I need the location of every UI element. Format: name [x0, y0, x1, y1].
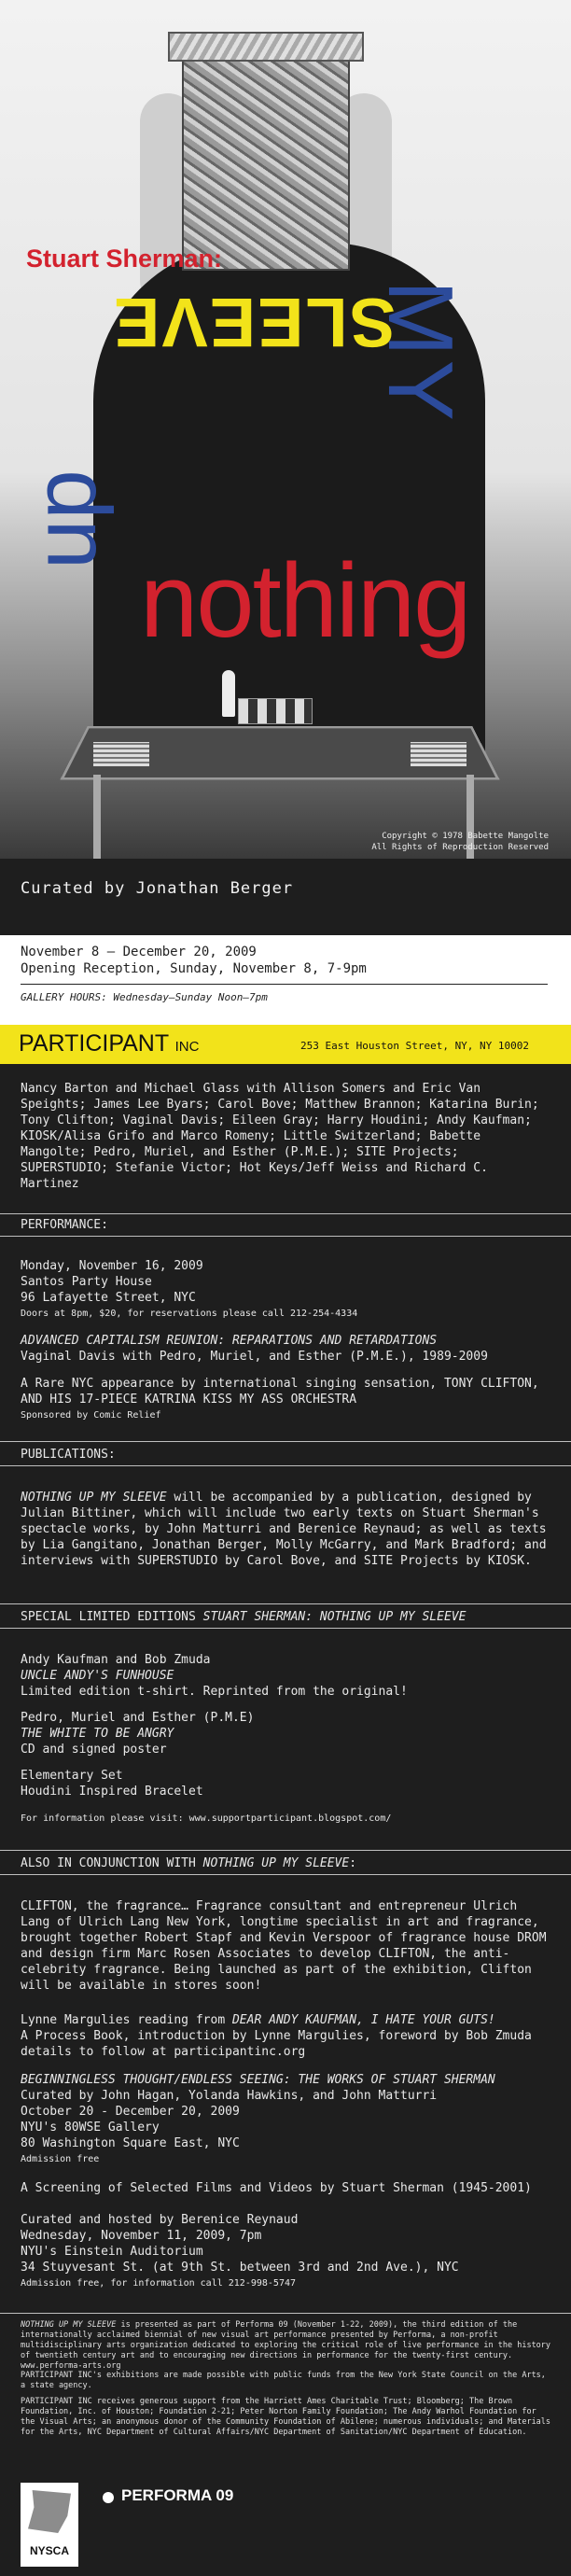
title-word-up: up	[15, 469, 115, 569]
chess-board	[238, 698, 313, 724]
venue-band	[0, 1025, 571, 1064]
publications-body	[21, 1490, 552, 1569]
footer-performa-title: NOTHING UP MY SLEEVE	[21, 2320, 117, 2330]
screening-date: Wednesday, November 11, 2009, 7pm	[21, 2229, 262, 2243]
performance-street: 96 Lafayette Street, NYC	[21, 1291, 196, 1305]
title-word-nothing: nothing	[140, 542, 470, 659]
screening-admission: Admission free, for information call 212-998-5747	[21, 2278, 297, 2289]
performance-place: Santos Party House	[21, 1275, 152, 1289]
table-leg	[93, 775, 101, 859]
chess-piece	[222, 670, 235, 717]
section-rule	[0, 1850, 571, 1851]
copyright-line: All Rights of Reproduction Reserved	[371, 843, 549, 852]
section-rule	[0, 1441, 571, 1442]
performance-date: Monday, November 16, 2009	[21, 1259, 203, 1273]
section-rule	[0, 1874, 571, 1875]
performance-sponsor: Sponsored by Comic Relief	[21, 1410, 161, 1421]
screening-title: A Screening of Selected Films and Videos by Stuart Sherman (1945-2001)	[21, 2181, 532, 2195]
publication-title: NOTHING UP MY SLEEVE	[21, 1491, 167, 1505]
performa-logo: PERFORMA 09	[121, 2486, 234, 2504]
edition-2-title: THE WHITE TO BE ANGRY	[21, 1727, 174, 1741]
title-author: Stuart Sherman:	[26, 245, 223, 273]
footer-performa-text: is presented as part of Performa 09 (November 1-22, 2009), the third edition of the internationally acclaimed biennial of new visual art performance presented by Performa, a non-profit multidisciplinary arts organization dedicated to exploring the critical role of live performance in the history of twentieth century art and to encouraging new directions in performance for the twenty-first century. www.performa-arts.org	[21, 2320, 551, 2371]
notepad	[411, 742, 467, 766]
title-word-sleeve: SLEEVE	[112, 284, 396, 361]
section-rule	[0, 2313, 571, 2314]
dates-band	[0, 935, 571, 1025]
footer-support-note: PARTICIPANT INC receives generous support from the Harriett Ames Charitable Trust; Bloomberg; The Brown Foundation, Inc. of Houston; Foundation 2-21; Peter Norton Family Foundation; The Andy Warhol Foundation for the Visual Arts; an anonymous donor of the Community Foundation of Abilene; numerous individuals; and Materials for the Arts, NYC Department of Cultural Affairs/NYC Department of Sanitation/NYC Department of Education.	[21, 2397, 551, 2437]
photo-copyright	[371, 831, 549, 853]
reading-prefix: Lynne Margulies reading from	[21, 2013, 232, 2027]
curator-line: Curated by Jonathan Berger	[21, 879, 294, 898]
reading-details: A Process Book, introduction by Lynne Margulies, foreword by Bob Zmuda details to follow at participantinc.org	[21, 2029, 539, 2059]
show-curators: Curated by John Hagan, Yolanda Hawkins, and John Matturri	[21, 2089, 438, 2103]
footer-performa-note	[21, 2320, 552, 2372]
show-title: BEGINNINGLESS THOUGHT/ENDLESS SEEING: THE WORKS OF STUART SHERMAN	[21, 2073, 495, 2087]
performance-event-line: Vaginal Davis with Pedro, Muriel, and Esther (P.M.E.), 1989-2009	[21, 1350, 488, 1364]
editions-heading	[21, 1609, 552, 1625]
footer-nysca-note: PARTICIPANT INC's exhibitions are made possible with public funds from the New York State Council on the Arts, a state agency.	[21, 2371, 546, 2390]
publication-text: will be accompanied by a publication, designed by Julian Bittiner, which will include two early texts on Stuart Sherman's spectacle works, by John Matturri and Berenice Reynaud; as well as texts by Lia Gangitano, Jonathan Berger, Molly McGarry, and Mark Bradford; and interviews with SUPERSTUDIO by Carol Bove, and SITE Projects by KIOSK.	[21, 1491, 554, 1568]
performance-event-title: ADVANCED CAPITALISM REUNION: REPARATIONS AND RETARDATIONS	[21, 1334, 438, 1348]
editions-heading-title: STUART SHERMAN: NOTHING UP MY SLEEVE	[202, 1610, 467, 1624]
opening-reception: Opening Reception, Sunday, November 8, 7-9pm	[21, 961, 367, 976]
copyright-line: Copyright © 1978 Babette Mangolte	[382, 832, 549, 841]
notepad	[93, 742, 149, 766]
edition-2-desc: CD and signed poster	[21, 1743, 167, 1757]
show-dates: October 20 - December 20, 2009	[21, 2105, 240, 2119]
performa-dot-icon	[103, 2492, 114, 2503]
section-rule	[0, 1236, 571, 1237]
foil-mask	[182, 37, 350, 271]
screening-host: Curated and hosted by Berenice Reynaud	[21, 2213, 299, 2227]
artist-list: Nancy Barton and Michael Glass with Allison Somers and Eric Van Speights; James Lee Byars; Carol Bove; Matthew Brannon; Katarina Burin; Tony Clifton; Vaginal Davis; Eileen Gray; Harry Houdini; Andy Kaufman; KIOSK/Alisa Grifo and Marco Romeny; Little Switzerland; Babette Mangolte; Pedro, Muriel, and Esther (P.M.E.); SITE Projects; SUPERSTUDIO; Stefanie Victor; Hot Keys/Jeff Weiss and Richard C. Martinez	[21, 1082, 547, 1191]
section-rule	[0, 1213, 571, 1214]
edition-3-artists: Elementary Set	[21, 1769, 123, 1783]
screening-street: 34 Stuyvesant St. (at 9th St. between 3rd and 2nd Ave.), NYC	[21, 2261, 459, 2275]
publications-heading: PUBLICATIONS:	[21, 1448, 116, 1462]
reading-title: DEAR ANDY KAUFMAN, I HATE YOUR GUTS!	[231, 2013, 495, 2027]
foil-mask-top	[168, 32, 364, 62]
gallery-hours: GALLERY HOURS: Wednesday–Sunday Noon–7pm	[21, 991, 268, 1003]
conjunction-heading	[21, 1855, 552, 1871]
performance-doors: Doors at 8pm, $20, for reservations please call 212-254-4334	[21, 1309, 358, 1319]
show-venue: NYU's 80WSE Gallery	[21, 2121, 160, 2135]
editions-heading-prefix: SPECIAL LIMITED EDITIONS	[21, 1610, 203, 1624]
conjunction-heading-title: NOTHING UP MY SLEEVE	[202, 1856, 350, 1870]
screening-venue: NYU's Einstein Auditorium	[21, 2245, 203, 2259]
editions-info-link[interactable]: For information please visit: www.supportparticipant.blogspot.com/	[21, 1813, 392, 1824]
section-rule	[0, 1603, 571, 1604]
venue-name	[19, 1030, 199, 1057]
hero-image	[0, 0, 571, 859]
venue-name-text: PARTICIPANT	[19, 1030, 169, 1057]
show-street: 80 Washington Square East, NYC	[21, 2136, 240, 2150]
performance-heading: PERFORMANCE:	[21, 1218, 108, 1232]
exhibition-dates: November 8 – December 20, 2009	[21, 945, 257, 959]
venue-address: 253 East Houston Street, NY, NY 10002	[300, 1040, 530, 1052]
reading-event	[21, 2012, 552, 2028]
edition-3-desc: Houdini Inspired Bracelet	[21, 1785, 203, 1799]
divider	[21, 984, 548, 985]
conjunction-heading-suffix: :	[349, 1856, 357, 1870]
edition-1-artists: Andy Kaufman and Bob Zmuda	[21, 1653, 211, 1667]
edition-1-desc: Limited edition t-shirt. Reprinted from the original!	[21, 1685, 408, 1699]
performance-rare: A Rare NYC appearance by international singing sensation, TONY CLIFTON, AND HIS 17-PIECE KATRINA KISS MY ASS ORCHESTRA	[21, 1377, 547, 1407]
conjunction-heading-prefix: ALSO IN CONJUNCTION WITH	[21, 1856, 203, 1870]
venue-inc: INC	[174, 1039, 200, 1055]
curator-band	[0, 859, 571, 935]
section-rule	[0, 1628, 571, 1629]
edition-2-artists: Pedro, Muriel and Esther (P.M.E)	[21, 1711, 255, 1725]
title-word-my: MY	[369, 280, 472, 425]
show-admission: Admission free	[21, 2154, 100, 2164]
clifton-fragrance-text: CLIFTON, the fragrance… Fragrance consultant and entrepreneur Ulrich Lang of Ulrich Lang New York, longtime specialist in art and fragrance, brought together Robert Stapf and Kevin Verspoor of fragrance house DROM and design firm Marc Rosen Associates to develop CLIFTON, the anti-celebrity fragrance. Being launched as part of the exhibition, Clifton will be available in stores soon!	[21, 1899, 554, 1993]
nysca-label: NYSCA	[29, 2544, 69, 2557]
section-rule	[0, 1465, 571, 1466]
edition-1-title: UNCLE ANDY'S FUNHOUSE	[21, 1669, 174, 1683]
